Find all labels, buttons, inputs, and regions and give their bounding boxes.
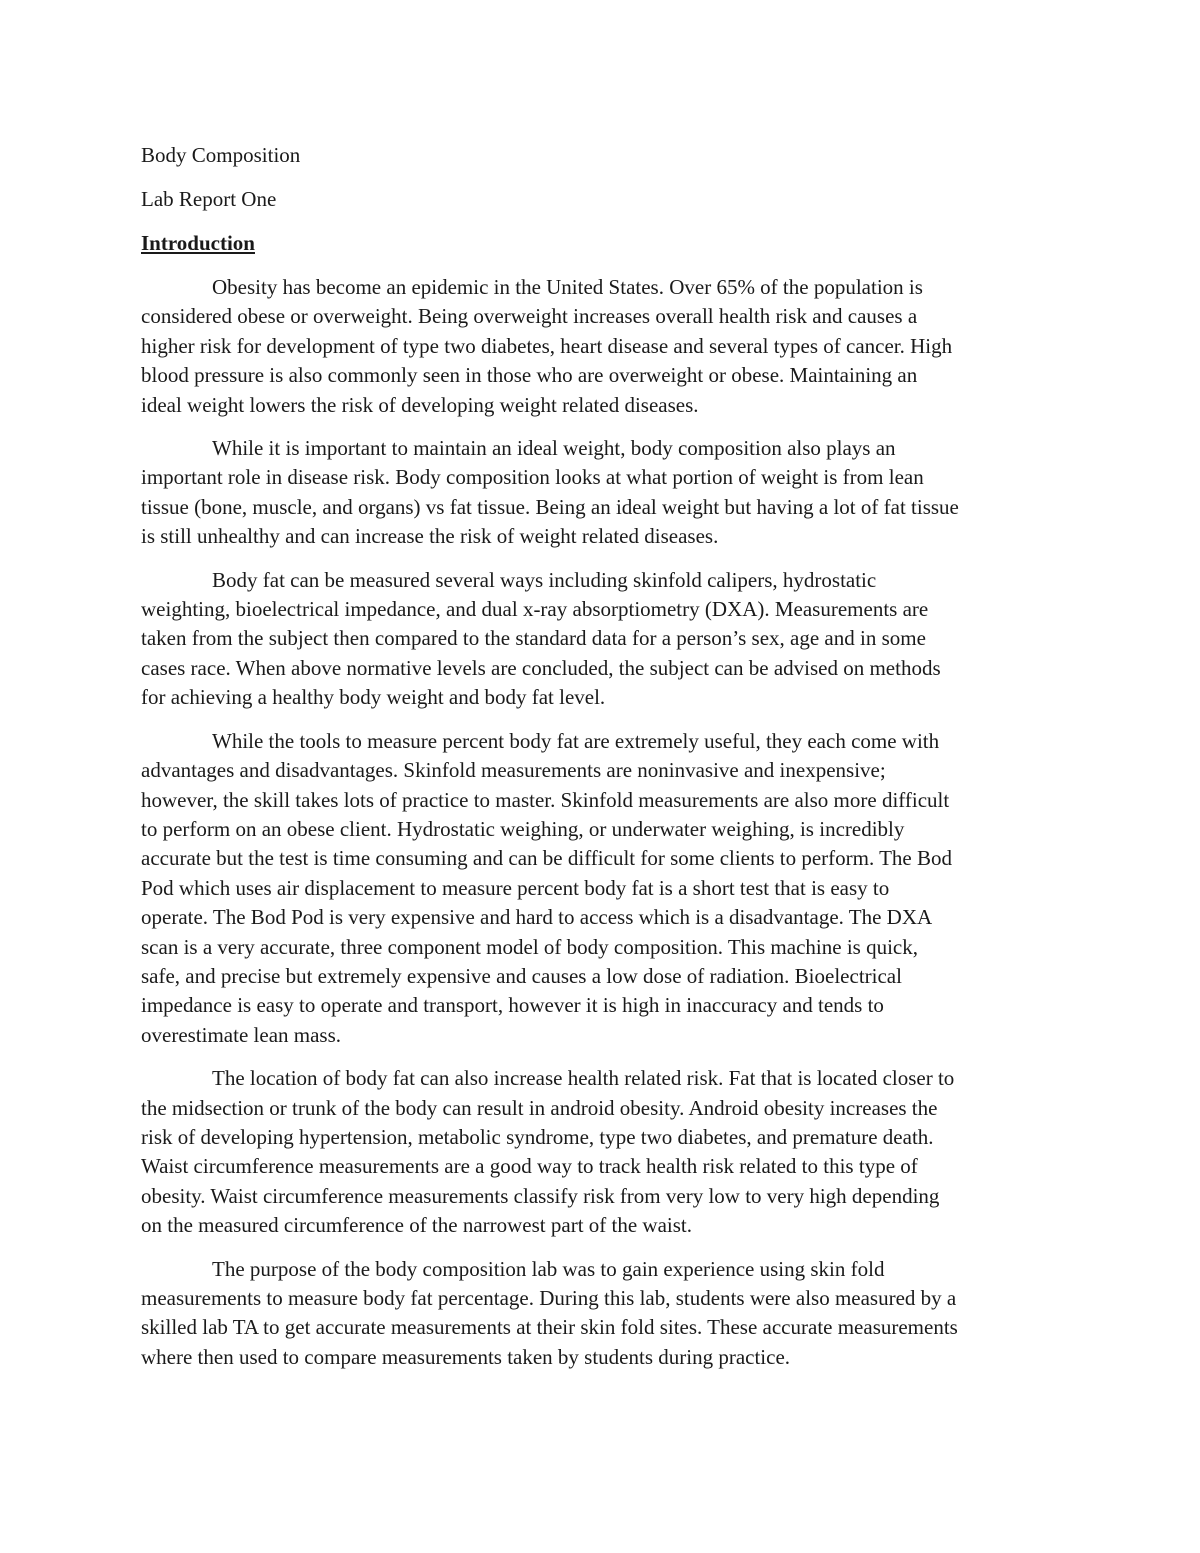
paragraph-6 (141, 1255, 1066, 1373)
paragraph-line: impedance is easy to operate and transport, however it is high in inaccuracy and tends to (141, 993, 884, 1018)
paragraph-line: Waist circumference measurements are a good way to track health risk related to this type of (141, 1154, 918, 1179)
paragraph-line: overestimate lean mass. (141, 1022, 342, 1047)
paragraph-line: important role in disease risk. Body composition looks at what portion of weight is from lean (141, 465, 924, 490)
paragraph-2 (141, 434, 1066, 552)
paragraph-line: where then used to compare measurements taken by students during practice. (141, 1344, 791, 1369)
paragraph-line: operate. The Bod Pod is very expensive and hard to access which is a disadvantage. The DXA (141, 905, 933, 930)
paragraph-line: measurements to measure body fat percentage. During this lab, students were also measured by a (141, 1286, 957, 1310)
paragraph-4 (141, 727, 1066, 1050)
paragraph-line: ideal weight lowers the risk of developing weight related diseases. (141, 392, 699, 417)
paragraph-line: safe, and precise but extremely expensive and causes a low dose of radiation. Bioelectrical (141, 963, 902, 988)
paragraph-line: Pod which uses air displacement to measure percent body fat is a short test that is easy to (141, 875, 890, 900)
paragraph-line: cases race. When above normative levels are concluded, the subject can be advised on methods (141, 655, 941, 680)
paragraph-line: to perform on an obese client. Hydrostatic weighing, or underwater weighing, is incredibly (141, 816, 905, 841)
paragraph-line: Body fat can be measured several ways including skinfold calipers, hydrostatic (212, 567, 877, 592)
paragraph-line: Obesity has become an epidemic in the United States. Over 65% of the population is (212, 275, 923, 299)
document-page (141, 140, 1066, 1386)
paragraph-line: scan is a very accurate, three component model of body composition. This machine is quick, (141, 934, 918, 959)
paragraph-line: however, the skill takes lots of practice to master. Skinfold measurements are also more difficult (141, 787, 950, 812)
paragraph-line: While the tools to measure percent body fat are extremely useful, they each come with (212, 728, 940, 753)
paragraph-line: risk of developing hypertension, metabolic syndrome, type two diabetes, and premature death. (141, 1124, 934, 1149)
paragraph-line: taken from the subject then compared to the standard data for a person’s sex, age and in some (141, 626, 926, 651)
paragraph-5 (141, 1064, 1066, 1240)
paragraph-1 (141, 273, 1066, 420)
introduction-body (141, 273, 1066, 1372)
paragraph-line: advantages and disadvantages. Skinfold measurements are noninvasive and inexpensive; (141, 758, 886, 783)
paragraph-3 (141, 566, 1066, 713)
paragraph-line: obesity. Waist circumference measurements classify risk from very low to very high depending (141, 1183, 940, 1208)
paragraph-line: for achieving a healthy body weight and body fat level. (141, 685, 606, 710)
document-subtitle: Lab Report One (141, 187, 277, 211)
paragraph-line: considered obese or overweight. Being overweight increases overall health risk and causes a (141, 304, 918, 329)
paragraph-line: on the measured circumference of the narrowest part of the waist. (141, 1213, 693, 1238)
paragraph-line: The location of body fat can also increase health related risk. Fat that is located closer to (212, 1066, 955, 1091)
paragraph-line: skilled lab TA to get accurate measurements at their skin fold sites. These accurate measurements (141, 1315, 958, 1340)
paragraph-line: the midsection or trunk of the body can result in android obesity. Android obesity increases the (141, 1095, 938, 1120)
paragraph-line: higher risk for development of type two diabetes, heart disease and several types of cancer. High (141, 333, 953, 358)
paragraph-line: weighting, bioelectrical impedance, and dual x-ray absorptiometry (DXA). Measurements are (141, 597, 929, 622)
paragraph-line: The purpose of the body composition lab was to gain experience using skin fold (212, 1256, 885, 1281)
paragraph-line: tissue (bone, muscle, and organs) vs fat tissue. Being an ideal weight but having a lot of fat tissue (141, 494, 959, 519)
document-title: Body Composition (141, 143, 301, 167)
paragraph-line: blood pressure is also commonly seen in those who are overweight or obese. Maintaining an (141, 363, 918, 388)
paragraph-line: While it is important to maintain an ideal weight, body composition also plays an (212, 436, 896, 461)
paragraph-line: is still unhealthy and can increase the risk of weight related diseases. (141, 524, 719, 549)
paragraph-line: accurate but the test is time consuming and can be difficult for some clients to perform. The Bod (141, 846, 953, 871)
section-heading-introduction: Introduction (141, 231, 255, 255)
